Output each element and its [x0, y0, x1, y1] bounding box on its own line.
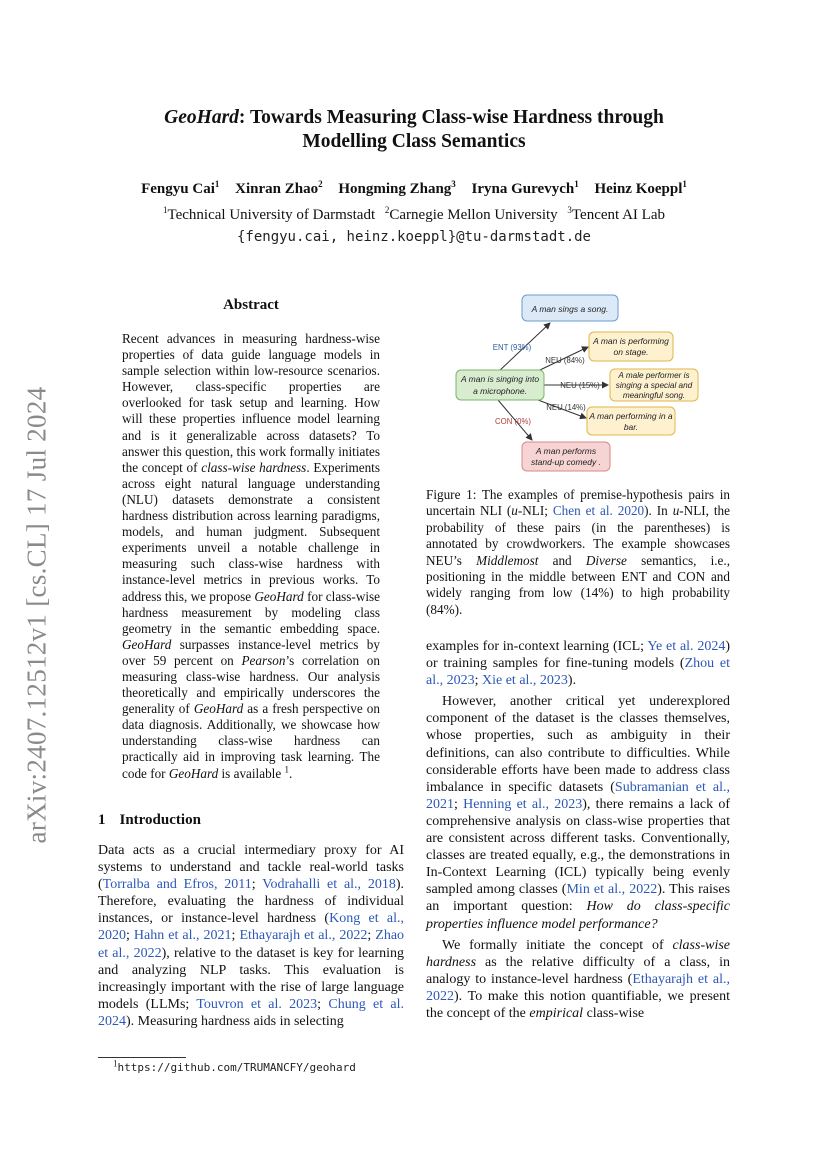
author: Fengyu Cai$^1$: [141, 179, 220, 197]
citation-link[interactable]: Min et al., 2022: [566, 882, 658, 898]
footnote-rule: [98, 1057, 186, 1058]
abstract-heading: Abstract: [223, 297, 279, 313]
figure-1-diagram: [440, 290, 720, 480]
arxiv-stamp: [22, 375, 52, 855]
title-line1: : Towards Measuring Class-wise Hardness through: [238, 107, 664, 128]
label-neu14: NEU (14%): [546, 403, 586, 412]
right-column-body: [426, 638, 730, 1022]
intro-paragraph: Data acts as a crucial intermediary proxy for AI systems to understand and tackle real-world tasks (Torralba and Efros, 2011; Vodrahalli et al., 2018). Therefore, evaluating the hardness of individual instances, or instance-level hardness (Kong et al., 2020; Hahn et al., 2021; Ethayarajh et al., 2022; Zhao et al., 2022), relative to the dataset is key for learning and analyzing NLP tasks. This evaluation is increasingly important with the rise of large language models (LLMs; Touvron et al. 2023; Chung et al. 2024). Measuring hardness aids in selecting: [98, 843, 405, 1029]
citation-link[interactable]: Zhou et al., 2023: [426, 656, 731, 689]
title-line2: Modelling Class Semantics: [302, 131, 526, 152]
citation-link[interactable]: Xie et al., 2023: [482, 673, 568, 689]
citation-link[interactable]: Ethayarajh et al., 2022: [426, 971, 731, 1004]
hyp-perform-2: on stage.: [613, 347, 649, 357]
author-email: {fengyu.cai, heinz.koeppl}@tu-darmstadt.de: [236, 229, 591, 245]
author: Hongming Zhang$^3$: [338, 179, 456, 197]
title-italic: GeoHard: [164, 107, 239, 128]
affiliation: $^3$Tencent AI Lab: [567, 205, 665, 223]
citation-link[interactable]: Hahn et al., 2021: [133, 928, 232, 944]
affiliations: [0, 207, 828, 224]
citation-link[interactable]: Ethayarajh et al., 2022: [239, 928, 368, 944]
hyp-comedy-2: stand-up comedy .: [531, 457, 601, 467]
citation-link[interactable]: Vodrahalli et al., 2018: [262, 877, 396, 893]
hyp-top-text: A man sings a song.: [531, 304, 609, 314]
hyp-bar-2: bar.: [623, 422, 639, 432]
label-ent: ENT (93%): [492, 343, 532, 352]
hyp-male-3: meaningful song.: [622, 391, 686, 400]
arxiv-stamp-text: arXiv:2407.12512v1 [cs.CL] 17 Jul 2024: [21, 386, 52, 844]
citation-link[interactable]: Chung et al. 2024: [98, 996, 404, 1029]
hyp-comedy-1: A man performs: [535, 446, 597, 456]
citation-link[interactable]: Torralba and Efros, 2011: [102, 877, 252, 893]
paragraph: examples for in-context learning (ICL; Ye et al. 2024) or training samples for fine-tuning models (Zhou et al., 2023; Xie et al., 2023).: [426, 639, 731, 689]
citation-link[interactable]: Ye et al. 2024: [647, 639, 726, 654]
citation-link[interactable]: Kong et al., 2020: [98, 911, 404, 944]
citation-link[interactable]: Henning et al., 2023: [463, 796, 583, 812]
hyp-male-2: singing a special and: [615, 381, 693, 390]
citation-link[interactable]: Touvron et al. 2023: [196, 996, 318, 1012]
hyp-male-1: A male performer is: [618, 371, 690, 380]
author: Xinran Zhao$^2$: [235, 179, 323, 197]
label-con: CON (0%): [495, 417, 531, 426]
label-neu15: NEU (15%): [560, 381, 600, 390]
label-neu84: NEU (84%): [545, 356, 585, 365]
author: Heinz Koeppl$^1$: [594, 179, 687, 197]
hyp-perform-1: A man is performing: [593, 336, 669, 346]
footnote-marker: 1: [284, 764, 289, 775]
paragraph: However, another critical yet underexplored component of the dataset is the classes themselves, whose properties, such as ambiguity in their definitions, can also contribute to difficulties. While considerable efforts have been made to address class imbalance in specific datasets (Subramanian et al., 2021; Henning et al., 2023), there remains a lack of comprehensive analysis on class-wise properties that are consistent across different tasks. Conventionally, classes are treated equally, e.g., the demonstrations in In-Context Learning (ICL) typically being evenly sampled among classes (Min et al., 2022). This raises an important question: How do class-specific properties influence model performance?: [426, 694, 731, 932]
section-heading-introduction: 1 Introduction: [98, 812, 201, 828]
hyp-bar-1: A man performing in a: [589, 411, 673, 421]
citation-link[interactable]: Subramanian et al., 2021: [426, 779, 730, 812]
author-list: [0, 181, 828, 198]
paragraph: We formally initiate the concept of class-wise hardness as the relative difficulty of a class, in analogy to instance-level hardness (Ethayarajh et al., 2022). To make this notion quantifiable, we present the concept of the empirical class-wise: [426, 937, 731, 1021]
abstract-body: Recent advances in measuring hardness-wise properties of data guide language models in sample selection within low-resource scenarios. However, class-specific properties are overlooked for task setup and learning. How will these properties influence model learning and is it generalizable across datasets? To answer this question, this work formally initiates the concept of class-wise hardness. Experiments across eight natural language understanding (NLU) datasets demonstrate a consistent hardness distribution across learning paradigms, models, and human judgment. Subsequent experiments unveil a notable challenge in measuring such class-wise hardness with instance-level metrics in previous works. To address this, we propose GeoHard for class-wise hardness measurement by modeling class geometry in the semantic embedding space. GeoHard surpasses instance-level metrics by over 59 percent on Pearson’s correlation on measuring class-wise hardness. Our analysis theoretically and empirically underscores the generality of GeoHard as a fresh perspective on data diagnosis. Additionally, we showcase how understanding class-wise hardness can practically aid in improving task learning. The code for GeoHard is available $^1$.: [122, 331, 380, 781]
affiliation: $^2$Carnegie Mellon University: [384, 205, 558, 223]
author: Iryna Gurevych$^1$: [471, 179, 579, 197]
paper-title: [0, 106, 828, 154]
github-link[interactable]: https://github.com/TRUMANCFY/geohard: [117, 1061, 356, 1074]
citation-link[interactable]: Chen et al. 2020: [552, 503, 645, 519]
premise-2: a microphone.: [473, 386, 527, 396]
affiliation: $^1$Technical University of Darmstadt: [162, 205, 376, 223]
premise-1: A man is singing into: [460, 374, 540, 384]
footnote: $^1$https://github.com/TRUMANCFY/geohard: [113, 1058, 356, 1074]
figure-1-caption: Figure 1: The examples of premise-hypothesis pairs in uncertain NLI (u-NLI; Chen et al. 2020). In u-NLI, the probability of these pairs (in the parentheses) is annotated by crowdworkers. The example showcases NEU’s Middlemost and Diverse semantics, i.e., positioning in the middle between ENT and CON and widely ranging from low (14%) to high probability (84%).: [426, 487, 730, 617]
citation-link[interactable]: Zhao et al., 2022: [98, 928, 405, 961]
